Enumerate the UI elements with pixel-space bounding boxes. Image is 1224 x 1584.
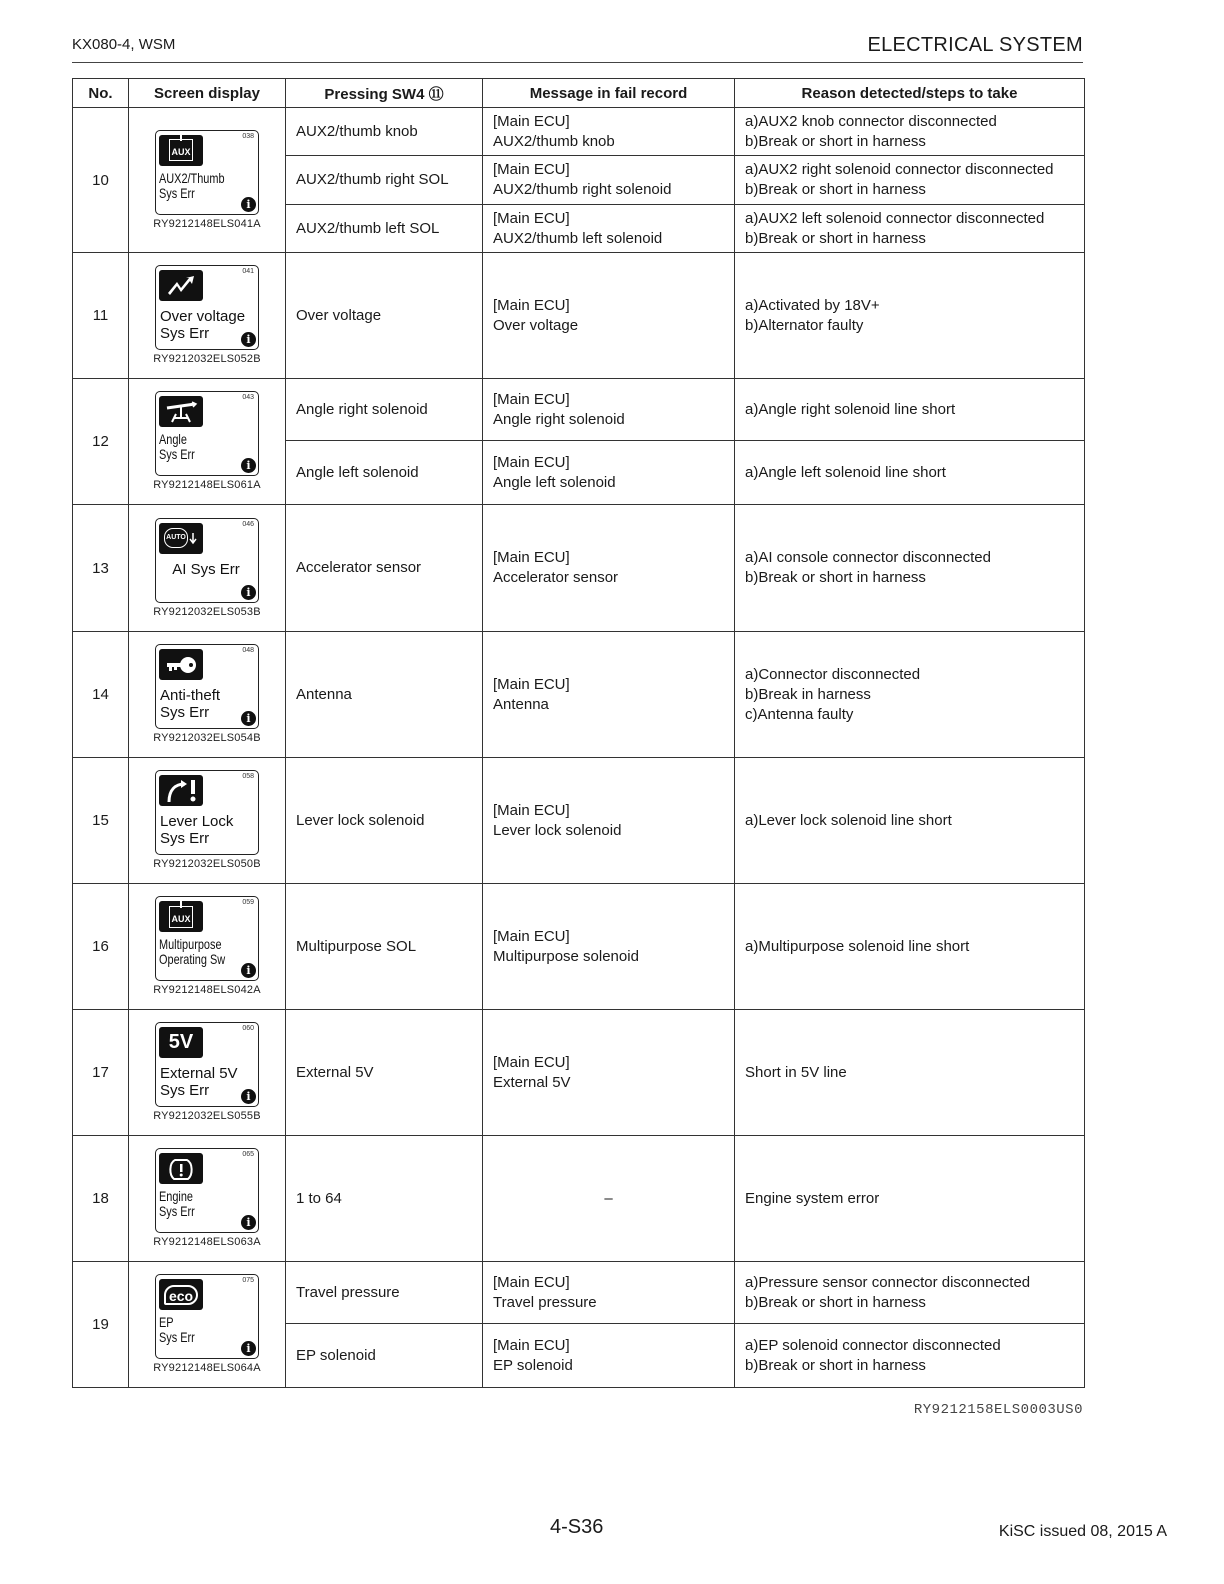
message-line: AUX2/thumb knob: [493, 132, 615, 150]
reason-line: b)Break or short in harness: [745, 1356, 926, 1374]
sw4-display-text: Lever lock solenoid: [286, 758, 483, 884]
screen-text-line: Angle: [159, 431, 187, 447]
error-code: 038: [242, 132, 254, 140]
screen-text-line: Multipurpose: [159, 936, 222, 952]
row-number: 11: [73, 253, 129, 379]
column-header-message: Message in fail record: [483, 79, 735, 108]
message-line: AUX2/thumb right solenoid: [493, 181, 672, 198]
screen-display: [142, 1274, 272, 1374]
reason-line: a)AUX2 right solenoid connector disconnected: [745, 161, 1054, 178]
row-number: 15: [73, 758, 129, 884]
lcd-screen: [155, 1148, 259, 1233]
row-number: 10: [73, 108, 129, 253]
screen-text-line: Over voltage: [160, 308, 246, 325]
info-icon: i: [241, 1215, 256, 1230]
sw4-display-text: Over voltage: [286, 253, 483, 379]
screen-display-cell: [129, 1010, 286, 1136]
message-line: [Main ECU]: [493, 112, 570, 130]
reason-steps: [735, 379, 1085, 441]
reason-steps: [735, 205, 1085, 253]
column-header-pressing: Pressing SW4 ⑪: [286, 79, 483, 108]
sw4-display-text: AUX2/thumb left SOL: [286, 205, 483, 253]
column-header-no: No.: [73, 79, 129, 108]
fail-record-message: [483, 505, 735, 632]
screen-text-line: AUX2/Thumb: [159, 169, 225, 186]
info-icon: i: [241, 1089, 256, 1104]
screen-display: [142, 265, 272, 365]
message-line: [Main ECU]: [493, 927, 570, 945]
fail-record-message: [483, 758, 735, 884]
lcd-screen: [155, 1274, 259, 1359]
message-line: –: [604, 1189, 613, 1207]
screen-text-line: EP: [159, 1314, 174, 1330]
info-icon: i: [241, 711, 256, 726]
reason-steps: [735, 108, 1085, 156]
sw4-display-text: EP solenoid: [286, 1324, 483, 1388]
message-line: External 5V: [493, 1073, 571, 1091]
lcd-screen: [155, 391, 259, 476]
screen-message: [160, 813, 256, 847]
fail-record-message: [483, 441, 735, 505]
figure-reference: RY9212032ELS052B: [153, 353, 261, 365]
message-line: Antenna: [493, 695, 549, 713]
info-icon: i: [241, 585, 256, 600]
screen-display: [142, 770, 272, 870]
table-row: [73, 108, 1085, 156]
error-code: 060: [242, 1025, 254, 1032]
message-line: [Main ECU]: [493, 209, 570, 227]
screen-display-cell: [129, 758, 286, 884]
table-row: [73, 884, 1085, 1010]
reason-steps: [735, 1324, 1085, 1388]
screen-display: [142, 1022, 272, 1122]
fault-code-table: [72, 78, 1085, 1388]
issue-note: KiSC issued 08, 2015 A: [998, 1523, 1167, 1540]
reason-line: a)AUX2 knob connector disconnected: [745, 112, 997, 130]
error-code: 075: [242, 1277, 254, 1284]
sw4-display-text: Multipurpose SOL: [286, 884, 483, 1010]
screen-text-line: Sys Err: [159, 1329, 195, 1345]
figure-reference: RY9212032ELS055B: [153, 1110, 261, 1122]
screen-text-line: Sys Err: [159, 446, 195, 462]
row-number: 17: [73, 1010, 129, 1136]
section-title: ELECTRICAL SYSTEM: [867, 34, 1083, 56]
lightning-icon: [159, 270, 203, 301]
screen-display-cell: [129, 253, 286, 379]
screen-text-line: Sys Err: [160, 325, 210, 342]
reason-steps: [735, 758, 1085, 884]
error-code: 043: [242, 394, 254, 401]
fail-record-message: [483, 632, 735, 758]
sw4-display-text: Travel pressure: [286, 1262, 483, 1324]
screen-message: [159, 937, 253, 967]
message-line: Lever lock solenoid: [493, 821, 622, 839]
message-line: Over voltage: [493, 316, 579, 334]
fail-record-message: [483, 884, 735, 1010]
screen-display: [142, 896, 272, 996]
reason-steps: [735, 1262, 1085, 1324]
message-line: Travel pressure: [493, 1293, 597, 1311]
lcd-screen: [155, 896, 259, 981]
message-line: Multipurpose solenoid: [493, 947, 639, 965]
message-line: Angle right solenoid: [493, 410, 625, 428]
figure-reference: RY9212032ELS054B: [153, 732, 261, 744]
row-number: 18: [73, 1136, 129, 1262]
screen-text-line: Sys Err: [160, 1082, 210, 1099]
message-line: EP solenoid: [493, 1356, 573, 1374]
sw4-display-text: Angle right solenoid: [286, 379, 483, 441]
figure-reference: RY9212148ELS042A: [153, 984, 261, 996]
figure-reference: RY9212148ELS064A: [153, 1362, 261, 1374]
screen-text-line: Sys Err: [159, 184, 195, 201]
error-code: 048: [242, 647, 254, 654]
figure-reference: RY9212032ELS050B: [153, 858, 261, 870]
info-icon: i: [241, 1341, 256, 1356]
info-icon: i: [241, 197, 256, 212]
info-icon: i: [241, 332, 256, 347]
reason-line: a)Angle left solenoid line short: [745, 463, 946, 481]
message-line: [Main ECU]: [493, 161, 570, 178]
error-code: 058: [242, 773, 254, 780]
screen-text-line: Sys Err: [159, 1203, 195, 1219]
fail-record-message: [483, 379, 735, 441]
error-code: 065: [242, 1151, 254, 1158]
screen-text-line: External 5V: [160, 1065, 238, 1082]
reason-line: a)AUX2 left solenoid connector disconnected: [745, 209, 1045, 227]
screen-display-cell: [129, 379, 286, 505]
lcd-screen: [155, 265, 259, 350]
row-number: 19: [73, 1262, 129, 1388]
screen-text-line: Engine: [159, 1188, 194, 1204]
screen-message: [159, 1315, 253, 1345]
message-line: [Main ECU]: [493, 1273, 570, 1291]
screen-display: [142, 518, 272, 618]
message-line: [Main ECU]: [493, 675, 570, 693]
manual-title: KX080-4, WSM: [72, 36, 176, 53]
eco-icon: eco: [159, 1279, 203, 1310]
sw4-display-text: AUX2/thumb right SOL: [286, 156, 483, 205]
message-line: [Main ECU]: [493, 549, 570, 566]
angle-blade-icon: [159, 396, 203, 427]
reason-line: b)Break or short in harness: [745, 569, 926, 586]
figure-reference: RY9212148ELS041A: [153, 217, 261, 230]
message-line: [Main ECU]: [493, 1336, 570, 1354]
figure-reference: RY9212148ELS061A: [153, 479, 261, 491]
message-line: Accelerator sensor: [493, 569, 619, 586]
screen-display-cell: [129, 632, 286, 758]
table-row: [73, 1136, 1085, 1262]
aux-icon: AUX: [159, 901, 203, 932]
reason-line: Engine system error: [745, 1189, 880, 1207]
fail-record-message: [483, 108, 735, 156]
table-row: [73, 379, 1085, 441]
sw4-display-text: Angle left solenoid: [286, 441, 483, 505]
reason-line: a)AI console connector disconnected: [745, 549, 991, 566]
row-number: 16: [73, 884, 129, 1010]
screen-text-line: AI Sys Err: [172, 560, 240, 578]
row-number: 12: [73, 379, 129, 505]
fail-record-message: [483, 1324, 735, 1388]
reason-line: b)Break or short in harness: [745, 1293, 926, 1311]
error-code: 059: [242, 899, 254, 906]
table-row: [73, 253, 1085, 379]
column-header-screen: Screen display: [129, 79, 286, 108]
lcd-screen: [155, 770, 259, 855]
aux-icon: AUX: [159, 135, 203, 166]
lcd-screen: [155, 1022, 259, 1107]
reason-steps: [735, 253, 1085, 379]
reason-line: a)Pressure sensor connector disconnected: [745, 1273, 1031, 1291]
reason-line: b)Alternator faulty: [745, 316, 864, 334]
reason-steps: [735, 1136, 1085, 1262]
lever-lock-icon: [159, 775, 203, 806]
message-line: [Main ECU]: [493, 1053, 570, 1071]
reason-line: a)EP solenoid connector disconnected: [745, 1336, 1001, 1354]
row-number: 14: [73, 632, 129, 758]
info-icon: i: [241, 458, 256, 473]
table-header-row: [73, 79, 1085, 108]
screen-message: [156, 561, 256, 578]
screen-display: [142, 644, 272, 744]
fail-record-message: [483, 253, 735, 379]
screen-message: [159, 432, 253, 462]
reason-steps: [735, 1010, 1085, 1136]
reason-line: b)Break or short in harness: [745, 229, 926, 247]
fail-record-message: [483, 156, 735, 205]
five-volt-icon: 5V: [159, 1027, 203, 1058]
row-number: 13: [73, 505, 129, 632]
figure-reference: RY9212032ELS053B: [153, 605, 261, 618]
auto-idle-icon: AUTO: [159, 523, 203, 554]
table-row: [73, 1010, 1085, 1136]
reason-line: b)Break or short in harness: [745, 132, 926, 150]
table-row: [73, 758, 1085, 884]
engine-warning-icon: [159, 1153, 203, 1184]
screen-text-line: Anti-theft: [160, 687, 221, 704]
sw4-display-text: AUX2/thumb knob: [286, 108, 483, 156]
screen-display: [142, 1148, 272, 1248]
fail-record-message: [483, 1262, 735, 1324]
lcd-screen: [155, 518, 259, 603]
table-row: [73, 1262, 1085, 1324]
message-line: [Main ECU]: [493, 390, 570, 408]
reason-line: c)Antenna faulty: [745, 705, 854, 723]
screen-text-line: Operating Sw: [159, 951, 226, 967]
reason-line: a)Lever lock solenoid line short: [745, 811, 952, 829]
screen-display-cell: [129, 1136, 286, 1262]
header-divider: [72, 62, 1083, 63]
screen-text-line: Sys Err: [160, 704, 210, 721]
screen-message: [159, 1189, 253, 1219]
sw4-display-text: 1 to 64: [286, 1136, 483, 1262]
document-reference: RY9212158ELS0003US0: [913, 1402, 1083, 1418]
lcd-screen: [155, 644, 259, 729]
fail-record-message: [483, 205, 735, 253]
error-code: 046: [242, 520, 254, 528]
key-icon: [159, 649, 203, 680]
message-line: [Main ECU]: [493, 296, 570, 314]
reason-line: a)Activated by 18V+: [745, 296, 880, 314]
reason-steps: [735, 632, 1085, 758]
sw4-display-text: External 5V: [286, 1010, 483, 1136]
table-row: [73, 505, 1085, 632]
message-line: [Main ECU]: [493, 801, 570, 819]
fail-record-message: [483, 1136, 735, 1262]
message-line: AUX2/thumb left solenoid: [493, 229, 663, 247]
screen-message: [159, 171, 253, 201]
column-header-reason: Reason detected/steps to take: [735, 79, 1085, 108]
info-icon: i: [241, 963, 256, 978]
screen-display: [142, 130, 272, 230]
table-body: [73, 108, 1085, 1388]
page-number: 4-S36: [550, 1516, 604, 1538]
sw4-display-text: Accelerator sensor: [286, 505, 483, 632]
lcd-screen: [155, 130, 259, 215]
message-line: Angle left solenoid: [493, 473, 616, 491]
reason-steps: [735, 156, 1085, 205]
sw4-display-text: Antenna: [286, 632, 483, 758]
fail-record-message: [483, 1010, 735, 1136]
reason-line: a)Multipurpose solenoid line short: [745, 937, 970, 955]
reason-line: a)Connector disconnected: [745, 665, 921, 683]
reason-steps: [735, 441, 1085, 505]
reason-line: b)Break in harness: [745, 685, 871, 703]
reason-line: Short in 5V line: [745, 1063, 847, 1081]
screen-display: [142, 391, 272, 491]
screen-display-cell: [129, 1262, 286, 1388]
figure-reference: RY9212148ELS063A: [153, 1236, 261, 1248]
reason-line: a)Angle right solenoid line short: [745, 400, 956, 418]
screen-text-line: Sys Err: [160, 830, 210, 847]
screen-display-cell: [129, 505, 286, 632]
screen-display-cell: [129, 108, 286, 253]
screen-text-line: Lever Lock: [160, 813, 234, 830]
reason-line: b)Break or short in harness: [745, 181, 926, 198]
reason-steps: [735, 505, 1085, 632]
table-row: [73, 632, 1085, 758]
error-code: 041: [242, 268, 254, 275]
message-line: [Main ECU]: [493, 453, 570, 471]
reason-steps: [735, 884, 1085, 1010]
screen-display-cell: [129, 884, 286, 1010]
